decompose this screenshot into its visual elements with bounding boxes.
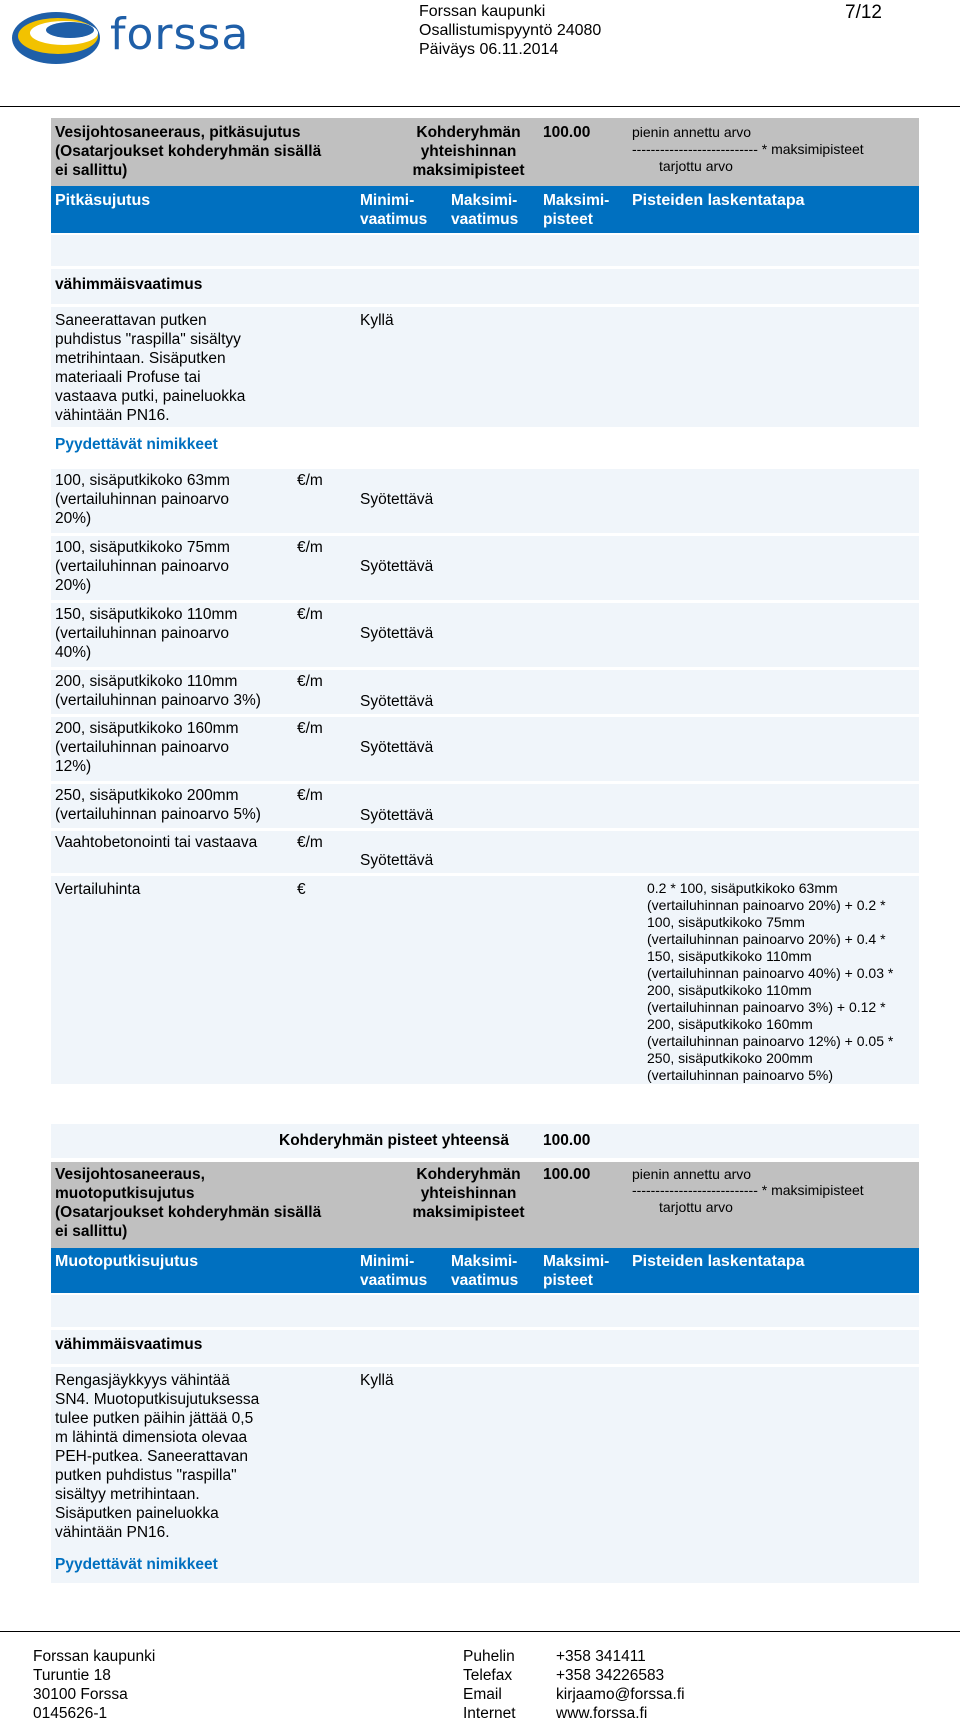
group-total-label: Kohderyhmän pisteet yhteensä [279, 1132, 509, 1149]
section1-comparison-unit: € [297, 881, 306, 898]
item-row [51, 831, 919, 873]
section2-group-max-label: Kohderyhmän yhteishinnan maksimipisteet [412, 1166, 525, 1221]
footer-email-label: Email [463, 1686, 502, 1703]
section1-requirement-text: Saneerattavan putken puhdistus "raspilla" sisältyy metrihintaan. Sisäputken materiaali Profuse tai vastaava putki, paineluokka vähintään PN16. [55, 312, 246, 424]
item-price-input[interactable]: Syötettävä [360, 693, 434, 710]
item-name: 150, sisäputkikoko 110mm (vertailuhinnan painoarvo 40%) [55, 606, 238, 661]
item-price-input[interactable]: Syötettävä [360, 739, 434, 756]
item-unit: €/m [297, 606, 323, 623]
section2-col-maxpts: Maksimi- pisteet [543, 1253, 610, 1289]
item-unit: €/m [297, 787, 323, 804]
section1-formula-top: pienin annettu arvo [632, 124, 752, 140]
section2-spacer-row [51, 1295, 919, 1327]
section2-title: Vesijohtosaneeraus, muotoputkisujutus (Osatarjoukset kohderyhmän sisällä ei sallittu) [55, 1166, 322, 1240]
item-name: 250, sisäputkikoko 200mm (vertailuhinnan painoarvo 5%) [55, 787, 261, 823]
item-row [51, 603, 919, 667]
item-name: 100, sisäputkikoko 75mm (vertailuhinnan painoarvo 20%) [55, 539, 230, 594]
item-name: 100, sisäputkikoko 63mm (vertailuhinnan painoarvo 20%) [55, 472, 230, 527]
section2-items-heading: Pyydettävät nimikkeet [55, 1556, 218, 1573]
item-name: 200, sisäputkikoko 160mm (vertailuhinnan painoarvo 12%) [55, 720, 239, 775]
section1-min-req-heading: vähimmäisvaatimus [55, 276, 203, 293]
section2-formula-top: pienin annettu arvo [632, 1166, 752, 1182]
footer-business-id: 0145626-1 [33, 1705, 108, 1722]
section2-col-name: Muotoputkisujutus [55, 1253, 199, 1270]
section1-title: Vesijohtosaneeraus, pitkäsujutus (Osatarjoukset kohderyhmän sisällä ei sallittu) [55, 124, 322, 179]
section1-group-max-value: 100.00 [543, 124, 591, 141]
header-date: Päiväys 06.11.2014 [419, 41, 559, 58]
item-row [51, 717, 919, 781]
item-price-input[interactable]: Syötettävä [360, 852, 434, 869]
section1-col-name: Pitkäsujutus [55, 192, 151, 209]
item-row [51, 469, 919, 533]
item-price-input[interactable]: Syötettävä [360, 491, 434, 508]
section2-col-min: Minimi- vaatimus [360, 1253, 428, 1289]
footer-phone-label: Puhelin [463, 1648, 515, 1665]
footer-rule [0, 1631, 960, 1632]
section1-col-maxreq: Maksimi- vaatimus [451, 192, 519, 228]
footer-email-link[interactable]: kirjaamo@forssa.fi [556, 1686, 685, 1703]
footer-postal: 30100 Forssa [33, 1686, 128, 1703]
section1-col-min: Minimi- vaatimus [360, 192, 428, 228]
footer-fax-label: Telefax [463, 1667, 513, 1684]
section1-comparison-formula: 0.2 * 100, sisäputkikoko 63mm (vertailuhinnan painoarvo 20%) + 0.2 * 100, sisäputkikoko 75mm (vertailuhinnan painoarvo 20%) + 0.4 * 150, sisäputkikoko 110mm (vertailuhinnan painoarvo 40%) + 0.03 * 200, sisäputkikoko 110mm (vertailuhinnan painoarvo 3%) + 0.12 * 200, sisäputkikoko 160mm (vertailuhinnan painoarvo 12%) + 0.05 * 250, sisäputkikoko 200mm (vertailuhinnan painoarvo 5%) [647, 880, 894, 1083]
section1-formula-bottom: tarjottu arvo [659, 158, 733, 174]
item-price-input[interactable]: Syötettävä [360, 558, 434, 575]
section1-col-maxpts: Maksimi- pisteet [543, 192, 610, 228]
item-unit: €/m [297, 539, 323, 556]
section1-requirement-value: Kyllä [360, 312, 394, 329]
section1-comparison-label: Vertailuhinta [55, 881, 141, 898]
page-number: 7/12 [845, 2, 882, 23]
group-total-value: 100.00 [543, 1132, 591, 1149]
logo-wordmark: forssa [110, 9, 250, 60]
item-price-input[interactable]: Syötettävä [360, 625, 434, 642]
section2-formula-mid: --------------------------- * maksimipisteet [632, 1182, 864, 1198]
section1-items-heading: Pyydettävät nimikkeet [55, 436, 218, 453]
section1-group-max-label: Kohderyhmän yhteishinnan maksimipisteet [412, 124, 525, 179]
header-rule [0, 106, 960, 107]
item-row [51, 536, 919, 600]
item-unit: €/m [297, 673, 323, 690]
section2-group-max-value: 100.00 [543, 1166, 591, 1183]
item-price-input[interactable]: Syötettävä [360, 807, 434, 824]
section1-spacer-row [51, 235, 919, 266]
section1-formula-mid: --------------------------- * maksimipisteet [632, 141, 864, 157]
footer-web-label: Internet [463, 1705, 516, 1722]
header-org: Forssan kaupunki [419, 3, 546, 20]
forssa-logo [8, 6, 298, 68]
item-name: Vaahtobetonointi tai vastaava [55, 834, 258, 851]
item-unit: €/m [297, 472, 323, 489]
section2-formula-bottom: tarjottu arvo [659, 1199, 733, 1215]
footer-street: Turuntie 18 [33, 1667, 111, 1684]
section2-col-method: Pisteiden laskentatapa [632, 1253, 805, 1270]
header-rfq: Osallistumispyyntö 24080 [419, 22, 602, 39]
section2-col-maxreq: Maksimi- vaatimus [451, 1253, 519, 1289]
section1-col-method: Pisteiden laskentatapa [632, 192, 805, 209]
item-name: 200, sisäputkikoko 110mm (vertailuhinnan painoarvo 3%) [55, 673, 261, 709]
section2-requirement-text: Rengasjäykkyys vähintää SN4. Muotoputkisujutuksessa tulee putken päihin jättää 0,5 m lähintä dimensiota olevaa PEH-putkea. Saneerattavan putken puhdistus "raspilla" sisältyy metrihintaan. Sisäputken paineluokka vähintään PN16. [55, 1372, 260, 1541]
section2-requirement-value: Kyllä [360, 1372, 394, 1389]
item-unit: €/m [297, 834, 323, 851]
footer-org: Forssan kaupunki [33, 1648, 156, 1665]
footer-fax: +358 34226583 [556, 1667, 665, 1684]
section2-min-req-heading: vähimmäisvaatimus [55, 1336, 203, 1353]
item-unit: €/m [297, 720, 323, 737]
item-row [51, 670, 919, 714]
footer-phone: +358 341411 [556, 1648, 646, 1665]
footer-web-link[interactable]: www.forssa.fi [556, 1705, 648, 1722]
item-row [51, 784, 919, 828]
